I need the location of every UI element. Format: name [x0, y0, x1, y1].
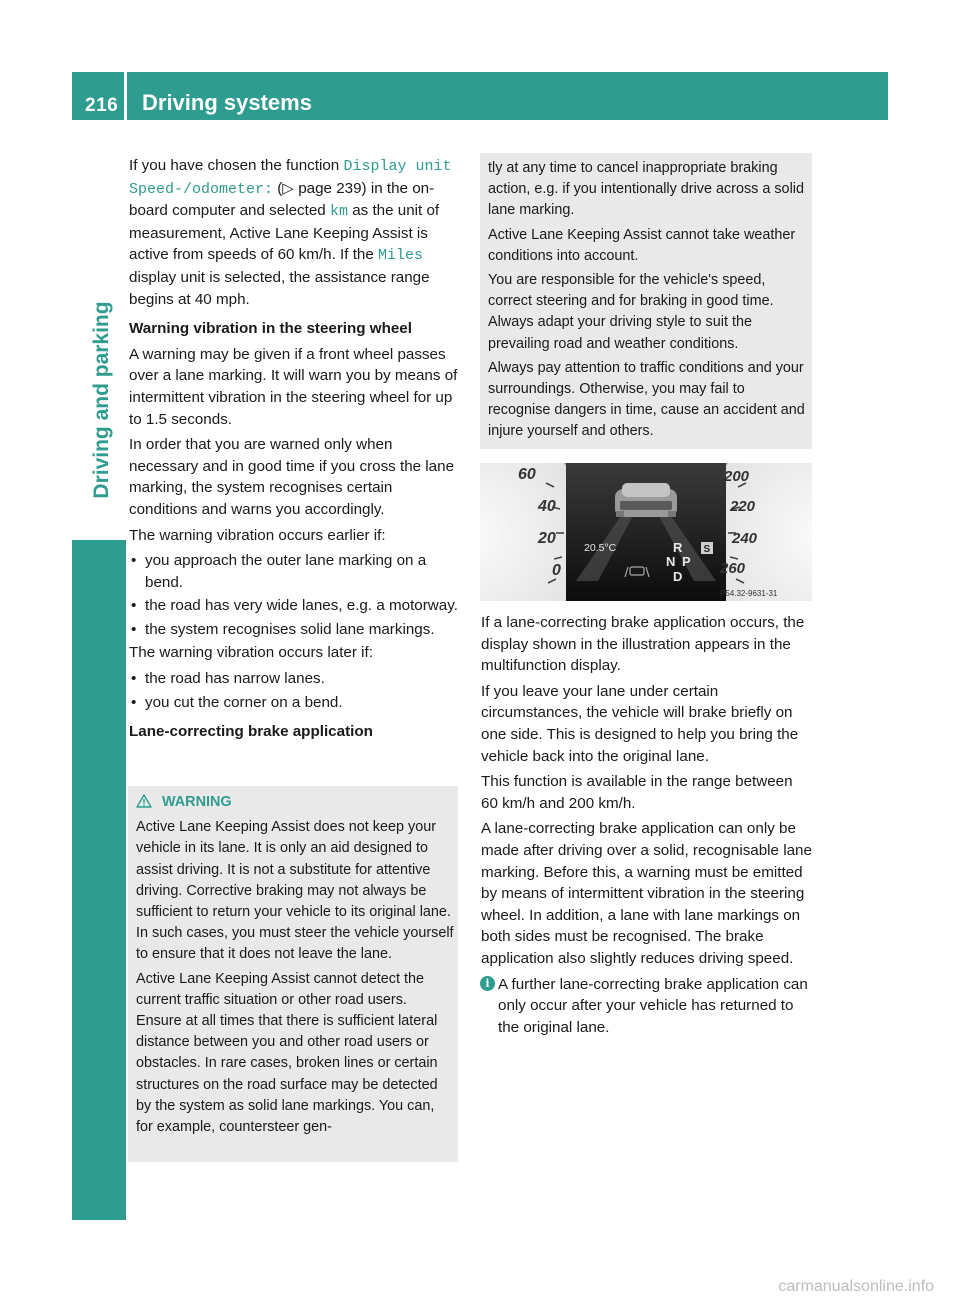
right-paragraph-3: This function is available in the range between 60 km/h and 200 km/h. [481, 773, 793, 812]
instrument-cluster-illustration [480, 463, 812, 601]
right-tick-220: 220 [730, 498, 756, 515]
left-tick-40: 40 [538, 498, 556, 515]
warning-title: WARNING [136, 792, 454, 813]
right-paragraph-2: If you leave your lane under certain circumstances, the vehicle will brake briefly on one side. This is designed to help you bring the vehicle back into the original lane. [481, 682, 799, 765]
paragraph-in-order: In order that you are warned only when necessary and in good time if you cross the lane marking, the system recognises certain conditions and warns you accordingly. [129, 436, 455, 518]
warning-continued-content [488, 158, 808, 446]
code-display-unit: Display unit Speed-/odometer: [129, 158, 452, 198]
cluster-gear-d: D [673, 569, 683, 584]
list-item: • the system recognises solid lane markings. [129, 619, 461, 641]
warning-cont-paragraph-1: tly at any time to cancel inappropriate braking action, e.g. if you intentionally drive across a solid lane marking. [488, 160, 804, 219]
right-column [481, 612, 813, 1042]
paragraph-later: The warning vibration occurs later if: [129, 644, 373, 662]
list-item: • the road has narrow lanes. [129, 668, 461, 690]
warning-cont-paragraph-3: You are responsible for the vehicle's speed, correct steering and for braking in good time. Always adapt your driving style to suit the prevailing road and weather conditions. [488, 272, 774, 352]
cluster-gear-r: R [673, 540, 683, 555]
warning-content [136, 790, 454, 1141]
footer-watermark: carmanualsonline.info [778, 1278, 934, 1295]
earlier-list [129, 550, 461, 640]
left-tick-0: 0 [552, 562, 561, 579]
code-miles: Miles [378, 247, 424, 265]
cluster-temperature: 20.5°C [584, 542, 617, 554]
cluster-s-badge: S [703, 544, 711, 555]
paragraph-earlier: The warning vibration occurs earlier if: [129, 526, 386, 544]
heading-warning-vibration: Warning vibration in the steering wheel [129, 320, 412, 338]
illustration-code: P54.32-9631-31 [720, 589, 778, 598]
warning-triangle-icon [136, 794, 152, 808]
header-divider [124, 72, 127, 120]
code-km: km [329, 203, 348, 221]
cluster-gear-p: P [682, 554, 691, 569]
left-column [129, 155, 461, 747]
chapter-side-title: Driving and parking [90, 301, 113, 499]
info-icon: i [480, 976, 495, 991]
left-tick-20: 20 [538, 530, 556, 547]
left-tick-60: 60 [518, 466, 536, 483]
intro-paragraph: If you have chosen the function Display unit Speed-/odometer: (▷ page 239) in the on-board computer and selected km as the unit of measurement, Active Lane Keeping Assist is active from speeds of 60 km/h. If the Miles display unit is selected, the assistance range begins at 40 mph. [129, 157, 452, 308]
list-item: • you cut the corner on a bend. [129, 692, 461, 714]
right-paragraph-4: A lane-correcting brake application can only be made after driving over a solid, recognisable lane marking. Before this, a warning must be emitted by means of intermittent vibration in the steering wheel. In addition, a lane with lane markings on both sides must be recognised. The brake application also slightly reduces driving speed. [481, 820, 812, 967]
info-note: i A further lane-correcting brake application can only occur after your vehicle has returned to the original lane. [481, 974, 813, 1039]
section-title: Driving systems [142, 90, 312, 115]
right-paragraph-1: If a lane-correcting brake application occurs, the display shown in the illustration appears in the multifunction display. [481, 614, 805, 675]
page-number: 216 [85, 95, 119, 116]
right-tick-200: 200 [724, 468, 750, 485]
list-item: • you approach the outer lane marking on a bend. [129, 550, 461, 593]
warning-paragraph-2: Active Lane Keeping Assist cannot detect the current traffic situation or other road users. Ensure at all times that there is sufficient lateral distance between you and other road users or obstacles. In rare cases, broken lines or certain structures on the road surface may be detected by the system as solid lane markings. You can, for example, countersteer gen- [136, 970, 438, 1136]
warning-cont-paragraph-2: Active Lane Keeping Assist cannot take weather conditions into account. [488, 226, 796, 264]
warning-cont-paragraph-4: Always pay attention to traffic conditions and your surroundings. Otherwise, you may fail to recognise dangers in time, cause an accident and injure yourself and others. [488, 359, 805, 440]
later-list [129, 668, 461, 713]
warning-paragraph-1: Active Lane Keeping Assist does not keep your vehicle in its lane. It is only an aid designed to assist driving. It is not a substitute for attentive driving. Corrective braking may not always be sufficient to return your vehicle to its original lane. In such cases, you must steer the vehicle yourself to ensure that it does not leave the lane. [136, 819, 454, 963]
heading-lane-correcting: Lane-correcting brake application [129, 723, 373, 741]
right-tick-260: 260 [720, 560, 746, 577]
list-item: • the road has very wide lanes, e.g. a motorway. [129, 595, 461, 617]
paragraph-vibration: A warning may be given if a front wheel passes over a lane marking. It will warn you by means of intermittent vibration in the steering wheel for up to 1.5 seconds. [129, 345, 458, 428]
chapter-side-block [72, 540, 126, 1220]
cluster-gear-n: N [666, 554, 676, 569]
right-tick-240: 240 [732, 530, 758, 547]
